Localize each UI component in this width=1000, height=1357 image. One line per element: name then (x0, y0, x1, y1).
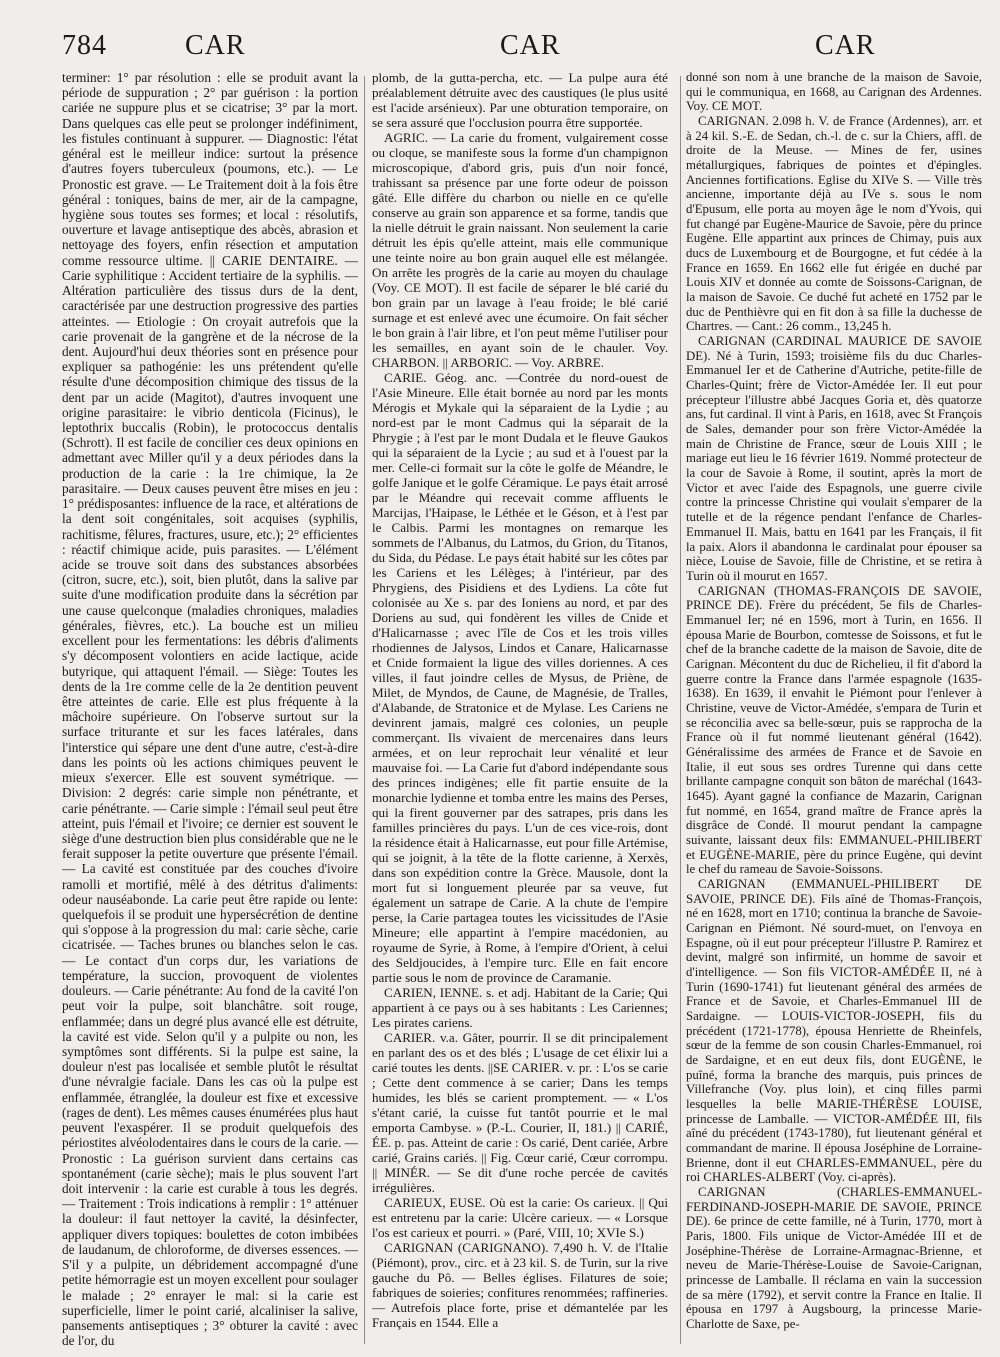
article-paragraph: AGRIC. — La carie du froment, vulgairement cosse ou cloque, se manifeste sous la forme d'un champignon microscopique, d'abord gris, puis d'un noir foncé, trahissant sa présence par une forte odeur de poisson gâté. Elle diffère du charbon ou nielle en ce qu'elle conserve au grain son apparence et sa forme, tandis que la nielle détruit le grain naissant. Non seulement la carie détruit les épis qu'elle atteint, mais elle communique une teinte noire au bon grain auquel elle est mélangée. On arrête les progrès de la carie au moyen du chaulage (Voy. CE MOT). Il est facile de séparer le blé carié du bon grain par un lavage à l'eau froide; le blé carié surnage et est enlevé avec une écumoire. On fait sécher le bon grain à l'air libre, et l'on peut même l'utiliser pour les semailles, en ayant soin de le chauler. Voy. CHARBON. || ARBORIC. — Voy. ARBRE. (372, 130, 668, 370)
article-paragraph: terminer: 1° par résolution : elle se produit avant la période de suppuration ; 2° par guérison : la portion cariée ne suppure plus et se cicatrise; 3° par la mort. Dans quelques cas elle peut se prolonger indéfiniment, les fistules continuant à suppurer. — Diagnostic: l'état général est le meilleur indice: surtout la présence d'autres foyers tuberculeux (poumons, etc.). — Le Pronostic est grave. — Le Traitement doit à la fois être général : toniques, bains de mer, air de la campagne, hygiène sous toutes ses formes; et local : résolutifs, ouverture et lavage antiseptique des abcès, abrasion et nettoyage des foyers, enfin résection et amputation comme ressource ultime. || CARIE DENTAIRE. — Carie syphilitique : Accident tertiaire de la syphilis. — Altération particulière des tissus durs de la dent, caractérisée par une destruction progressive des parties atteintes. — Etiologie : On croyait autrefois que la carie provenait de la gangrène et de la nécrose de la dent. Aujourd'hui deux théories sont en présence pour expliquer sa pathogénie: les uns prétendent qu'elle résulte d'une décomposition chimique des tissus de la dent par un acide (Magitot), d'autres invoquent une origine parasitaire: le vibrio denticola (Ficinus), le leptothrix buccalis (Robin), le protococcus dentalis (Schrott). Il est facile de concilier ces deux opinions en admettant avec Miller qu'il y a deux périodes dans la production de la carie : la 1re chimique, la 2e parasitaire. — Deux causes peuvent être mises en jeu : 1° prédisposantes: influence de la race, et altérations de la dent soit congénitales, soit acquises (syphilis, rachitisme, fêlures, fractures, usure, etc.); 2° efficientes : réactif chimique acide, puis parasites. — L'élément acide se trouve soit dans des substances absorbées (citron, sucre, etc.), soit, bien plutôt, dans la salive par suite d'une modification produite dans la sécrétion par une cause quelconque (maladies chroniques, maladies générales, fièvres, etc.). La bouche est un milieu excellent pour les fermentations: les débris d'aliments s'y décomposent volontiers en acide lactique, acide butyrique, qui attaquent l'émail. — Siège: Toutes les dents de la 1re comme celle de la 2e dentition peuvent être atteintes de carie. Elle est plus fréquente à la mâchoire supérieure. On l'observe surtout sur la surface triturante et sur les faces latérales, dans l'interstice qui sépare une dent d'une autre, c'est-à-dire dans les points où les actions chimiques peuvent le mieux s'exercer. Elle est souvent symétrique. — Division: 2 degrés: carie simple non pénétrante, et carie pénétrante. — Carie simple : l'émail seul peut être atteint, puis l'émail et l'ivoire; ce dernier est souvent le siège d'une destruction bien plus considérable que ne le ferait supposer la petite ouverture que présente l'émail. — La cavité est constituée par des couches d'ivoire ramolli et mortifié, mêlé à des détritus d'aliments: odeur nauséabonde. La carie peut être rapide ou lente: quelquefois il se produit une hypersécrétion de dentine qui s'oppose à la progression du mal: carie sèche, carie cicatrisée. — Taches brunes ou blanches selon le cas. — Le contact d'un corps dur, les variations de température, la succion, provoquent de violentes douleurs. — Carie pénétrante: Au fond de la cavité l'on peut voir la pulpe, soit blanchâtre. soit rouge, enflammée; dans un degré plus avancé elle est détruite, la cavité est vide. Selon qu'il y a pulpite ou non, les symptômes sont différents. Si la pulpe est saine, la douleur n'est pas localisée et semble plutôt le résultat d'une névralgie faciale. Dans les cas où la pulpe est enflammée, étranglée, la douleur est fixe et excessive (rages de dent). Les mêmes causes énumérées plus haut peuvent l'exaspérer. Il se produit quelquefois des périostites alvéolodentaires dans le cours de la carie. — Pronostic : La guérison survient dans certains cas spontanément (carie sèche); mais le plus souvent l'art doit intervenir : la carie est curable à tous les degrés. — Traitement : Trois indications à remplir : 1° atténuer la douleur: il faut nettoyer la cavité, la désinfecter, appliquer divers topiques: boulettes de coton imbibées de laudanum, de chloroforme, de diverses essences. — S'il y a pulpite, un débridement accompagné d'une petite hémorragie est un moyen excellent pour soulager le malade ; 2° enrayer le mal: si la carie est superficielle, limer le point carié, alcaliniser la salive, pansements antiseptiques ; 3° obturer la cavité : avec de l'or, du (62, 70, 358, 1348)
article-paragraph: CARIGNAN (THOMAS-FRANÇOIS DE SAVOIE, PRINCE DE). Frère du précédent, 5e fils de Charles-Emmanuel Ier; né en 1596, mort à Turin, en 1656. Il épousa Marie de Bourbon, comtesse de Soissons, et fut le chef de la branche cadette de la maison de Savoie, dite de Carignan. Mécontent du duc de Richelieu, il fit d'abord la guerre contre la France dans l'armée espagnole (1635-1638). En 1639, il envahit le Piémont pour l'enlever à Christine, veuve de Victor-Amédée, s'empara de Turin et se réconcilia avec sa belle-sœur, puis se rapprocha de la France où il fut nommé lieutenant général (1642). Généralissime des armées de France et de Savoie en Italie, il eut sous ses ordres Turenne qui dans cette brillante campagne conquit son bâton de maréchal (1643-1645). Ayant gagné la confiance de Mazarin, Carignan fut nommé, en 1654, grand maître de France après la disgrâce de Condé. Il mourut pendant la campagne suivante, laissant deux fils: EMMANUEL-PHILIBERT et EUGÈNE-MARIE, père du prince Eugène, qui devint le chef du rameau de Savoie-Soissons. (686, 583, 982, 877)
column-middle (372, 70, 668, 1348)
running-head-left: CAR (185, 30, 246, 61)
column-left (62, 70, 358, 1348)
column-divider-left (364, 76, 365, 1344)
article-paragraph: CARIGNAN (CARIGNANO). 7,490 h. V. de l'Italie (Piémont), prov., circ. et à 23 kil. S. de Turin, sur la rive gauche du Pô. — Belles églises. Filatures de soie; fabriques de soieries; confitures renommées; raffineries. — Autrefois place forte, prise et démantelée par les Français en 1544. Elle a (372, 1240, 668, 1330)
article-paragraph: CARIEUX, EUSE. Où est la carie: Os carieux. || Qui est entretenu par la carie: Ulcère carieux. — « Lorsque l'os est carieux et pourri. » (Paré, VIII, 10; XVIe S.) (372, 1195, 668, 1240)
article-paragraph: plomb, de la gutta-percha, etc. — La pulpe aura été préalablement détruite avec des caustiques (le plus usité est l'acide arsénieux). Par une obturation temporaire, on se sera assuré que l'occlusion pourra être supportée. (372, 70, 668, 130)
article-paragraph: CARIER. v.a. Gâter, pourrir. Il se dit principalement en parlant des os et des blés ; L'usage de cet élixir lui a carié toutes les dents. ||SE CARIER. v. pr. : L'os se carie ; Cette dent commence à se carier; Dans les temps humides, les blés se carient promptement. — « L'os s'étant carié, la cuisse fut tantôt pourrie et le mal emporta Cambyse. » (P.-L. Courier, II, 181.) || CARIÉ, ÉE. p. pas. Atteint de carie : Os carié, Dent cariée, Arbre carié, Grains cariés. || Fig. Cœur carié, Cœur corrompu. || MINÉR. — Se dit d'une roche percée de cavités irrégulières. (372, 1030, 668, 1195)
article-paragraph: donné son nom à une branche de la maison de Savoie, qui le communiqua, en 1668, au Carignan des Ardennes. Voy. CE MOT. (686, 70, 982, 114)
running-head-right: CAR (815, 30, 876, 61)
article-paragraph: CARIE. Géog. anc. —Contrée du nord-ouest de l'Asie Mineure. Elle était bornée au nord par les monts Mérogis et Mykale qui la séparaient de la Lydie ; au nord-est par le mont Cadmus qui la séparait de la Phrygie ; à l'est par le mont Dudala et le fleuve Gaukos qui la séparaient de la Lycie ; au sud et à l'ouest par la mer. Celle-ci formait sur la côte le golfe de Méandre, le golfe Janique et le golfe Céramique. Le pays était arrosé par le Méandre qui recevait comme affluents le Marcijas, l'Haipase, le Léthée et le Géson, et à l'est par le Calbis. Parmi les montagnes on remarque les sommets de l'Albanus, du Latmos, du Grion, du Titanos, du Sida, du Pédase. Le pays était habité sur les côtes par les Cariens et les Lélèges; à l'intérieur, par des Phrygiens, des Pisidiens et des Lydiens. La côte fut colonisée au Xe s. par des Ioniens au nord, et par des Doriens au sud, qui fondèrent les villes de Cnide et d'Halicarnasse ; avec l'île de Cos et les trois villes rhodiennes de Jalysos, Lindos et Canare, Halicarnasse et Cnide formaient la ligue des villes doriennes. A ces villes, il faut joindre celles de Mysus, de Priène, de Milet, de Myndos, de Caune, de Magnésie, de Tralles, d'Alabande, de Stratonice et de Mylase. Les Cariens ne devinrent jamais, malgré ces colonies, un peuple commerçant. Ils vivaient de mercenaires dans leurs armées, et on leur reprochait leur vénalité et leur mauvaise foi. — La Carie fut d'abord indépendante sous des princes indigènes; elle fit partie ensuite de la monarchie lydienne et tomba entre les mains des Perses, qui la firent gouverner par des satrapes, pris dans les familles princières du pays. L'un de ces vice-rois, dont la résidence était à Halicarnasse, eut pour fille Artémise, qui se joignit, à la tête de la flotte carienne, à Xerxès, dans son expédition contre la Grèce. Mausole, dont la mort fut si longuement pleurée par sa veuve, fut également un satrape de Carie. A la chute de l'empire perse, la Carie partagea toutes les vicissitudes de l'Asie Mineure; elle appartint à l'empire macédonien, au royaume de Syrie, à Rome, à l'empire d'Orient, à celui des Seldjoucides, à l'empire turc. Elle en fait encore partie sous le nom de province de Caramanie. (372, 370, 668, 985)
article-paragraph: CARIGNAN (CARDINAL MAURICE DE SAVOIE DE). Né à Turin, 1593; troisième fils du duc Charles-Emmanuel Ier et de Catherine d'Autriche, petite-fille de Charles-Quint; frère de Victor-Amédée Ier. Il eut pour précepteur l'illustre abbé Jacques Goria et, dès quatorze ans, fut cardinal. Il vint à Paris, en 1618, avec St François de Sales, demander pour son frère Victor-Amédée la main de Christine de France, sœur de Louis XIII ; le mariage eut lieu le 16 février 1619. Nommé protecteur de la cour de Savoie à Rome, il soutint, après la mort de Victor et avec l'aide des Espagnols, une guerre civile contre la princesse Christine qui voulait s'emparer de la tutelle et de la régence pendant l'enfance de Charles-Emmanuel II. Mais, battu en 1641 par les Français, il fit la paix. Alors il abandonna le cardinalat pour épouser sa nièce, Louise de Savoie, fille de Christine, et se retira à Turin où il mourut en 1657. (686, 334, 982, 583)
page-number: 784 (62, 30, 107, 61)
article-paragraph: CARIGNAN. 2.098 h. V. de France (Ardennes), arr. et à 24 kil. S.-E. de Sedan, ch.-l. de c. sur la Chiers, affl. de droite de la Meuse. — Mines de fer, usines métallurgiques, fabriques de pointes et d'épingles. Anciennes fortifications. Eglise du XIVe S. — Ville très ancienne, importante déjà au IVe s. sous le nom d'Epusum, elle porta au moyen âge le nom d'Yvois, qui fut changé par Eugène-Maurice de Savoie, père du prince Eugène. Elle appartint aux princes de Chimay, puis aux ducs de Luxembourg et de Bourgogne, et fut cédée à la France en 1659. En 1662 elle fut érigée en duché par Louis XIV et donnée au comte de Soissons-Carignan, de la maison de Savoie. Ce duché fut acheté en 1752 par le duc de Penthièvre qui en fit don à sa fille la duchesse de Chartres. — Cant.: 26 comm., 13,245 h. (686, 114, 982, 334)
article-paragraph: CARIGNAN (CHARLES-EMMANUEL-FERDINAND-JOSEPH-MARIE DE SAVOIE, PRINCE DE). 6e prince de cette famille, né à Turin, 1770, mort à Paris, 1800. Fils unique de Victor-Amédée III et de Joséphine-Thérèse de Lorraine-Armagnac-Brienne, et neveu de Marie-Thérèse-Louise de Savoie-Carignan, princesse de Lamballe. Il réclama en vain la succession de sa mère (1792), et servit contre la France en Italie. Il épousa en 1797 à Augsbourg, la princesse Marie-Charlotte de Saxe, pe- (686, 1185, 982, 1332)
running-head-center: CAR (500, 30, 561, 61)
article-paragraph: CARIEN, IENNE. s. et adj. Habitant de la Carie; Qui appartient à ce pays ou à ses habitants : Les Cariennes; Les pirates cariens. (372, 985, 668, 1030)
column-right (686, 70, 982, 1348)
article-paragraph: CARIGNAN (EMMANUEL-PHILIBERT DE SAVOIE, PRINCE DE). Fils aîné de Thomas-François, né en 1628, mort en 1710; continua la branche de Savoie-Carignan en Piémont. Né sourd-muet, on l'envoya en Espagne, où il eut pour précepteur l'illustre P. Ramirez et devint, malgré son infirmité, un homme de savoir et d'intelligence. — Son fils VICTOR-AMÉDÉE II, né à Turin (1690-1741) fut lieutenant général des armées de France et de Savoie, et Charles-Emmanuel III de Sardaigne. — LOUIS-VICTOR-JOSEPH, fils du précédent (1721-1778), épousa Henriette de Rheinfels, sœur de la femme de son cousin Charles-Emmanuel, roi de Sardaigne, et en eut deux fils, dont EUGÈNE, le puîné, forma la branche des marquis, puis princes de Villefranche (Voy. plus loin), et cinq filles parmi lesquelles la belle MARIE-THÉRÈSE LOUISE, princesse de Lamballe. — VICTOR-AMÉDÉE III, fils aîné du précédent (1743-1780), fut lieutenant général et commandant de marine. Il épousa Joséphine de Lorraine-Brienne, dont il eut CHARLES-EMMANUEL, père du roi CHARLES-ALBERT (Voy. ci-après). (686, 876, 982, 1185)
column-divider-right (680, 76, 681, 1344)
